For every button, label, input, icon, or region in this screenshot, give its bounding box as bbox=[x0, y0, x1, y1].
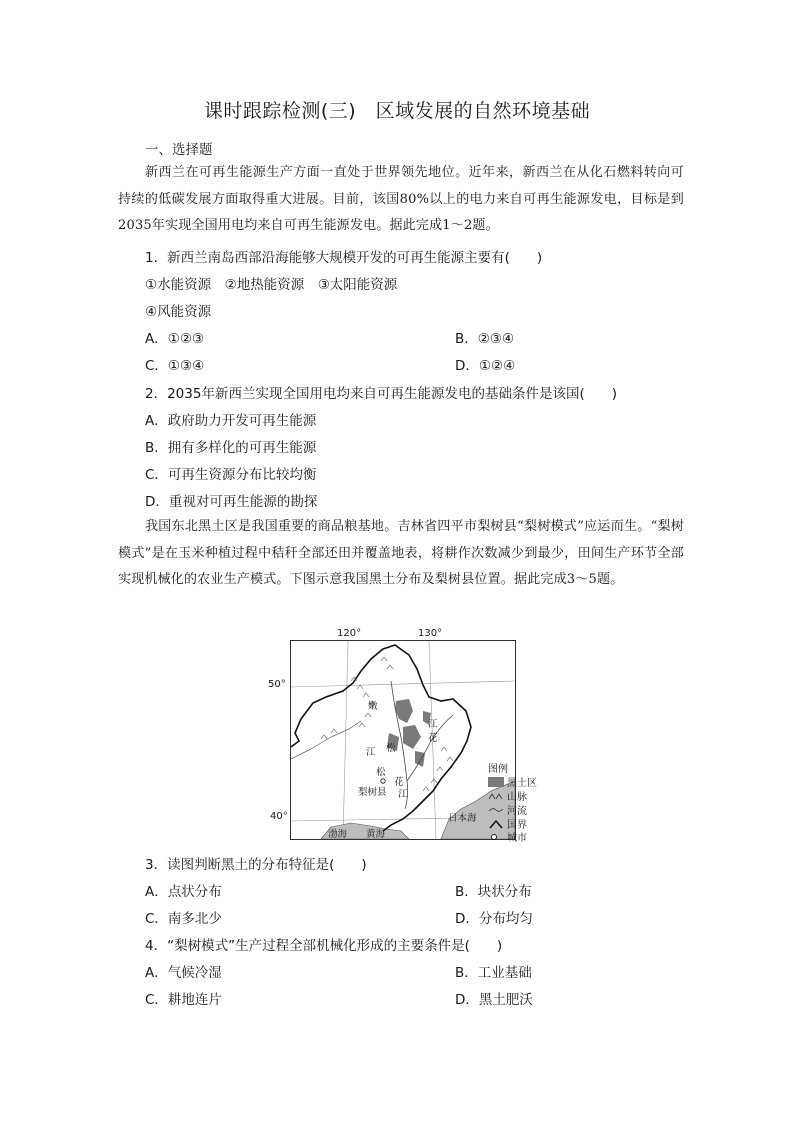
map-lon-120: 120° bbox=[337, 628, 362, 639]
label-jiang-1: 江 bbox=[428, 719, 438, 730]
legend-black-soil: 黑土区 bbox=[488, 774, 537, 789]
q4-option-a[interactable]: A．气候冷湿 bbox=[145, 965, 222, 981]
q3-option-a[interactable]: A．点状分布 bbox=[145, 884, 222, 900]
q4-option-c[interactable]: C．耕地连片 bbox=[145, 992, 222, 1008]
black-soil-2 bbox=[403, 725, 421, 749]
q4-option-b[interactable]: B．工业基础 bbox=[455, 965, 532, 981]
map-graphic bbox=[291, 641, 515, 839]
label-hua-2: 花 bbox=[394, 777, 404, 788]
black-soil-4 bbox=[415, 751, 425, 767]
passage-1: 新西兰在可再生能源生产方面一直处于世界领先地位。近年来，新西兰在从化石燃料转向可持续的低碳发展方面取得重大进展。目前，该国80%以上的电力来自可再生能源发电，目标是到2035年实现全国用电均来自可再生能源发电。据此完成1～2题。 bbox=[118, 165, 684, 233]
q1-option-d[interactable]: D．①②④ bbox=[455, 358, 516, 374]
page-title: 课时跟踪检测(三) 区域发展的自然环境基础 bbox=[203, 100, 591, 122]
label-huanghai: 黄海 bbox=[366, 829, 386, 840]
q2-option-d[interactable]: D．重视对可再生能源的勘探 bbox=[145, 494, 318, 510]
q2-stem: 2．2035年新西兰实现全国用电均来自可再生能源发电的基础条件是该国( ) bbox=[145, 386, 617, 402]
legend-title: 图例 bbox=[488, 764, 508, 775]
section-heading: 一、选择题 bbox=[145, 142, 213, 158]
legend-city: 城市 bbox=[488, 829, 527, 844]
map-lat-40: 40° bbox=[270, 811, 288, 822]
meridian-120 bbox=[343, 641, 348, 839]
q1-option-a[interactable]: A．①②③ bbox=[145, 331, 205, 347]
river-icon bbox=[488, 805, 504, 815]
label-song-1: 松 bbox=[386, 743, 396, 754]
q4-option-d[interactable]: D．黑土肥沃 bbox=[455, 992, 533, 1008]
label-song-2: 松 bbox=[376, 767, 386, 778]
mountain-icon bbox=[488, 791, 504, 801]
parallel-50 bbox=[291, 681, 515, 687]
q4-stem: 4．“梨树模式”生产过程全部机械化形成的主要条件是( ) bbox=[145, 938, 503, 954]
q1-option-b[interactable]: B．②③④ bbox=[455, 331, 515, 347]
legend-mountain: 山脉 bbox=[488, 788, 527, 803]
black-soil-map bbox=[290, 640, 516, 840]
q1-items-b: ④风能资源 bbox=[145, 304, 212, 320]
q1-items-a: ①水能资源 ②地热能资源 ③太阳能资源 bbox=[145, 277, 398, 293]
q2-option-b[interactable]: B．拥有多样化的可再生能源 bbox=[145, 440, 317, 456]
q3-stem: 3．读图判断黑土的分布特征是( ) bbox=[145, 857, 367, 873]
q3-option-b[interactable]: B．块状分布 bbox=[455, 884, 532, 900]
border-icon bbox=[488, 819, 504, 829]
passage-2: 我国东北黑土区是我国重要的商品粮基地。吉林省四平市梨树县“梨树模式”应运而生。“梨树模式”是在玉米种植过程中秸秆全部还田并覆盖地表，将耕作次数减少到最少，田间生产环节全部实现机械化的农业生产模式。下图示意我国黑土分布及梨树县位置。据此完成3～5题。 bbox=[118, 519, 684, 587]
label-bohai: 渤海 bbox=[328, 829, 348, 840]
q3-option-d[interactable]: D．分布均匀 bbox=[455, 911, 533, 927]
national-border-west bbox=[291, 719, 301, 747]
q1-option-c[interactable]: C．①③④ bbox=[145, 358, 205, 374]
label-japan-sea: 日本海 bbox=[448, 813, 477, 824]
black-soil-swatch-icon bbox=[488, 777, 504, 787]
q1-stem: 1．新西兰南岛西部沿海能够大规模开发的可再生能源主要有( ) bbox=[145, 250, 543, 266]
city-icon bbox=[488, 832, 504, 842]
label-lishu: 梨树县 bbox=[358, 787, 387, 798]
black-soil-1 bbox=[395, 699, 413, 723]
map-lon-130: 130° bbox=[418, 628, 443, 639]
label-hua-1: 花 bbox=[428, 733, 438, 744]
map-lat-50: 50° bbox=[268, 679, 286, 690]
legend-border: 国界 bbox=[488, 816, 527, 831]
label-jiang-3: 江 bbox=[398, 789, 408, 800]
label-nen: 嫩 bbox=[368, 701, 378, 712]
q3-option-c[interactable]: C．南多北少 bbox=[145, 911, 222, 927]
q2-option-c[interactable]: C．可再生资源分布比较均衡 bbox=[145, 467, 317, 483]
legend-river: 河流 bbox=[488, 802, 527, 817]
label-jiang-2: 江 bbox=[366, 747, 376, 758]
q2-option-a[interactable]: A．政府助力开发可再生能源 bbox=[145, 413, 317, 429]
city-lishu bbox=[381, 779, 385, 783]
